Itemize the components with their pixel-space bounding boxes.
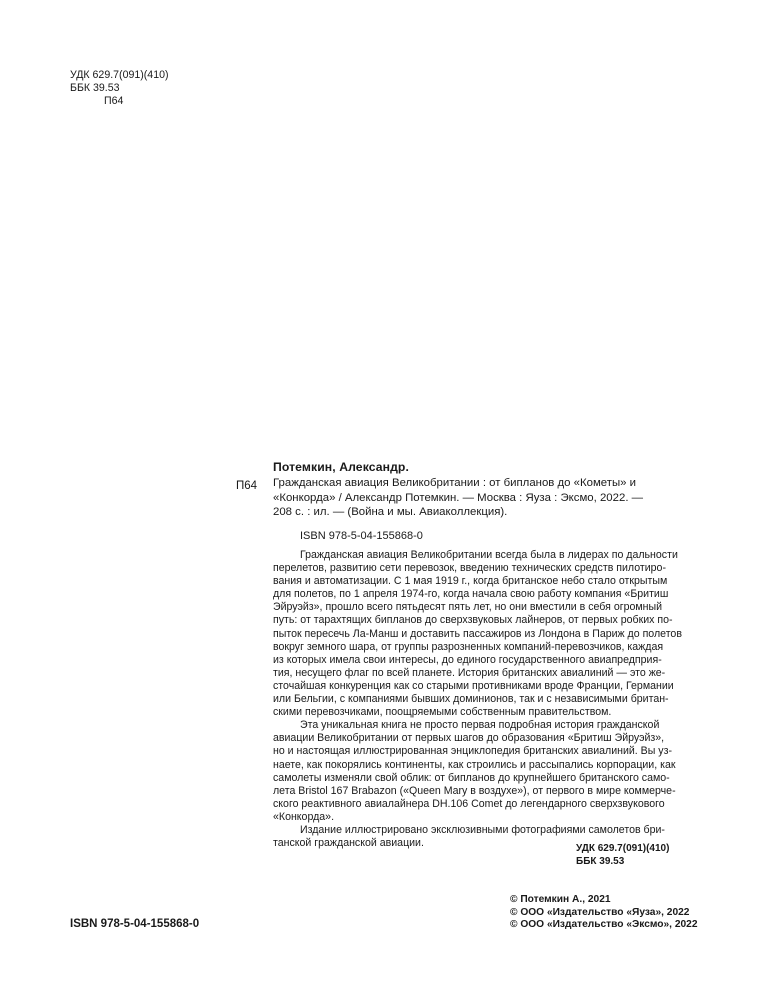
copyright-block: [510, 894, 698, 932]
bbk-code: ББК 39.53: [70, 82, 120, 94]
annotation-line: путь: от тарахтящих бипланов до сверхзвуковых лайнеров, от первых робких по-: [273, 614, 673, 627]
biblio-line: 208 с. : ил. — (Война и мы. Авиаколлекция).: [273, 506, 508, 519]
bibliographic-description: [273, 476, 693, 520]
biblio-line: Гражданская авиация Великобритании : от бипланов до «Кометы» и: [273, 477, 637, 489]
annotation-line: ского реактивного авиалайнера DH.106 Comet до легендарного сверхзвукового: [273, 797, 665, 810]
catalog-author-mark: П64: [236, 480, 258, 492]
annotation-line: наете, как покорялись континенты, как строились и рассыпались корпорации, как: [273, 758, 676, 771]
annotation-line: скими перевозчиками, поощряемыми собственным правительством.: [273, 706, 612, 719]
annotation-line: тия, несущего флаг по всей планете. История британских авиалиний — это же-: [273, 666, 666, 679]
annotation-line: лета Bristol 167 Brabazon («Queen Mary в воздухе»), от первого в мире коммерче-: [273, 784, 676, 797]
annotation-line: «Конкорда».: [273, 810, 335, 823]
catalog-author: Потемкин, Александр.: [273, 460, 409, 474]
annotation: [273, 549, 693, 850]
footer-isbn: ISBN 978-5-04-155868-0: [70, 918, 200, 930]
annotation-line: вокруг земного шара, от группы разрозненных компаний-перевозчиков, каждая: [273, 640, 664, 653]
udk-code: УДК 629.7(091)(410): [576, 843, 670, 854]
annotation-line: сточайшая конкуренция как со старыми противниками вроде Франции, Германии: [273, 679, 674, 692]
copyright-line: © Потемкин А., 2021: [510, 894, 611, 905]
annotation-line: танской гражданской авиации.: [273, 837, 424, 850]
annotation-line: перелетов, развитию сети перевозок, введению технических средств пилотиро-: [273, 562, 666, 575]
annotation-line: Издание иллюстрировано эксклюзивными фотографиями самолетов бри-: [300, 823, 665, 836]
annotation-line: для полетов, по 1 апреля 1974-го, когда начала свою работу компания «Бритиш: [273, 588, 669, 601]
annotation-line: авиации Великобритании от первых шагов до образования «Бритиш Эйруэйз»,: [273, 732, 665, 745]
annotation-line: но и настоящая иллюстрированная энциклопедия британских авиалиний. Вы уз-: [273, 745, 672, 758]
annotation-line: вания и автоматизации. С 1 мая 1919 г., когда британское небо стало открытым: [273, 575, 668, 588]
annotation-line: самолеты изменяли свой облик: от бипланов до крупнейшего британского само-: [273, 771, 670, 784]
annotation-line: Эйруэйз», прошло всего пятьдесят пять лет, но они вместили в себя огромный: [273, 601, 663, 614]
annotation-paragraph: [273, 549, 693, 719]
annotation-line: или Бельгии, с компаниями бывших доминионов, так и с независимыми британ-: [273, 693, 669, 706]
copyright-line: © ООО «Издательство «Яуза», 2022: [510, 906, 690, 918]
annotation-paragraph: [273, 719, 693, 824]
udk-code: УДК 629.7(091)(410): [70, 69, 169, 81]
biblio-line: «Конкорда» / Александр Потемкин. — Москва : Яуза : Эксмо, 2022. —: [273, 491, 644, 504]
annotation-line: пыток пересечь Ла-Манш и доставить пассажиров из Лондона в Париж до полетов: [273, 627, 682, 640]
bbk-code: ББК 39.53: [576, 856, 625, 867]
bottom-classification-codes: [576, 842, 669, 868]
author-mark: П64: [104, 95, 124, 107]
annotation-line: Гражданская авиация Великобритании всегда была в лидерах по дальности: [300, 549, 678, 561]
annotation-line: Эта уникальная книга не просто первая подробная история гражданской: [300, 719, 660, 732]
copyright-line: © ООО «Издательство «Эксмо», 2022: [510, 919, 698, 930]
catalog-isbn: ISBN 978-5-04-155868-0: [300, 530, 423, 542]
annotation-line: из которых имела свои интересы, до единого государственного авиапредприя-: [273, 653, 662, 666]
top-classification-codes: [70, 69, 169, 108]
